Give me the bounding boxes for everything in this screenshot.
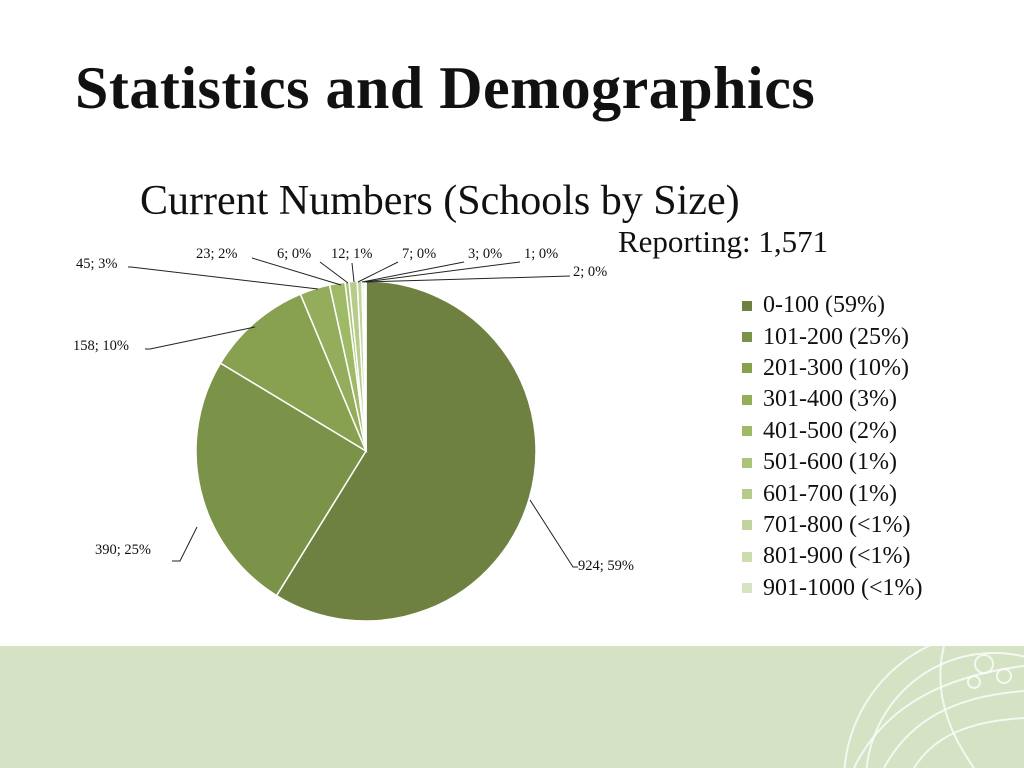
legend-label: 701-800 (<1%) (763, 511, 911, 538)
legend-swatch (742, 520, 752, 530)
chart-legend (742, 290, 923, 604)
legend-swatch (742, 552, 752, 562)
legend-label: 201-300 (10%) (763, 354, 909, 381)
legend-label: 0-100 (59%) (763, 292, 885, 319)
legend-label: 501-600 (1%) (763, 449, 897, 476)
leader-line (366, 276, 570, 282)
legend-swatch (742, 301, 752, 311)
data-label: 7; 0% (402, 246, 437, 262)
data-label: 23; 2% (196, 246, 238, 262)
footer-band (0, 646, 1024, 768)
legend-item (742, 478, 923, 509)
legend-label: 101-200 (25%) (763, 323, 909, 350)
data-label: 924; 59% (578, 558, 634, 574)
data-label: 158; 10% (73, 338, 129, 354)
legend-item (742, 384, 923, 415)
legend-swatch (742, 489, 752, 499)
legend-swatch (742, 583, 752, 593)
legend-item (742, 510, 923, 541)
legend-item (742, 353, 923, 384)
legend-item (742, 541, 923, 572)
data-label: 6; 0% (277, 246, 312, 262)
legend-item (742, 447, 923, 478)
leader-line (172, 527, 197, 561)
data-label: 3; 0% (468, 246, 503, 262)
chart-subtitle: Reporting: 1,571 (618, 224, 829, 259)
legend-label: 601-700 (1%) (763, 480, 897, 507)
legend-item (742, 416, 923, 447)
legend-swatch (742, 395, 752, 405)
legend-item (742, 290, 923, 321)
data-label: 1; 0% (524, 246, 559, 262)
decorative-ornament (794, 646, 1024, 768)
legend-label: 801-900 (<1%) (763, 543, 911, 570)
data-label: 45; 3% (76, 256, 118, 272)
data-label: 2; 0% (573, 264, 608, 280)
page-title: Statistics and Demographics (75, 55, 816, 121)
legend-swatch (742, 426, 752, 436)
leader-line (364, 262, 520, 282)
leader-line (530, 500, 578, 567)
leader-line (252, 258, 341, 285)
legend-label: 301-400 (3%) (763, 386, 897, 413)
leader-line (352, 263, 354, 282)
data-label: 390; 25% (95, 542, 151, 558)
legend-label: 901-1000 (<1%) (763, 574, 923, 601)
legend-swatch (742, 332, 752, 342)
legend-item (742, 321, 923, 352)
data-label: 12; 1% (331, 246, 373, 262)
legend-label: 401-500 (2%) (763, 417, 897, 444)
leader-line (128, 267, 318, 289)
legend-swatch (742, 363, 752, 373)
legend-item (742, 573, 923, 604)
legend-swatch (742, 458, 752, 468)
chart-title: Current Numbers (Schools by Size) (140, 178, 740, 224)
